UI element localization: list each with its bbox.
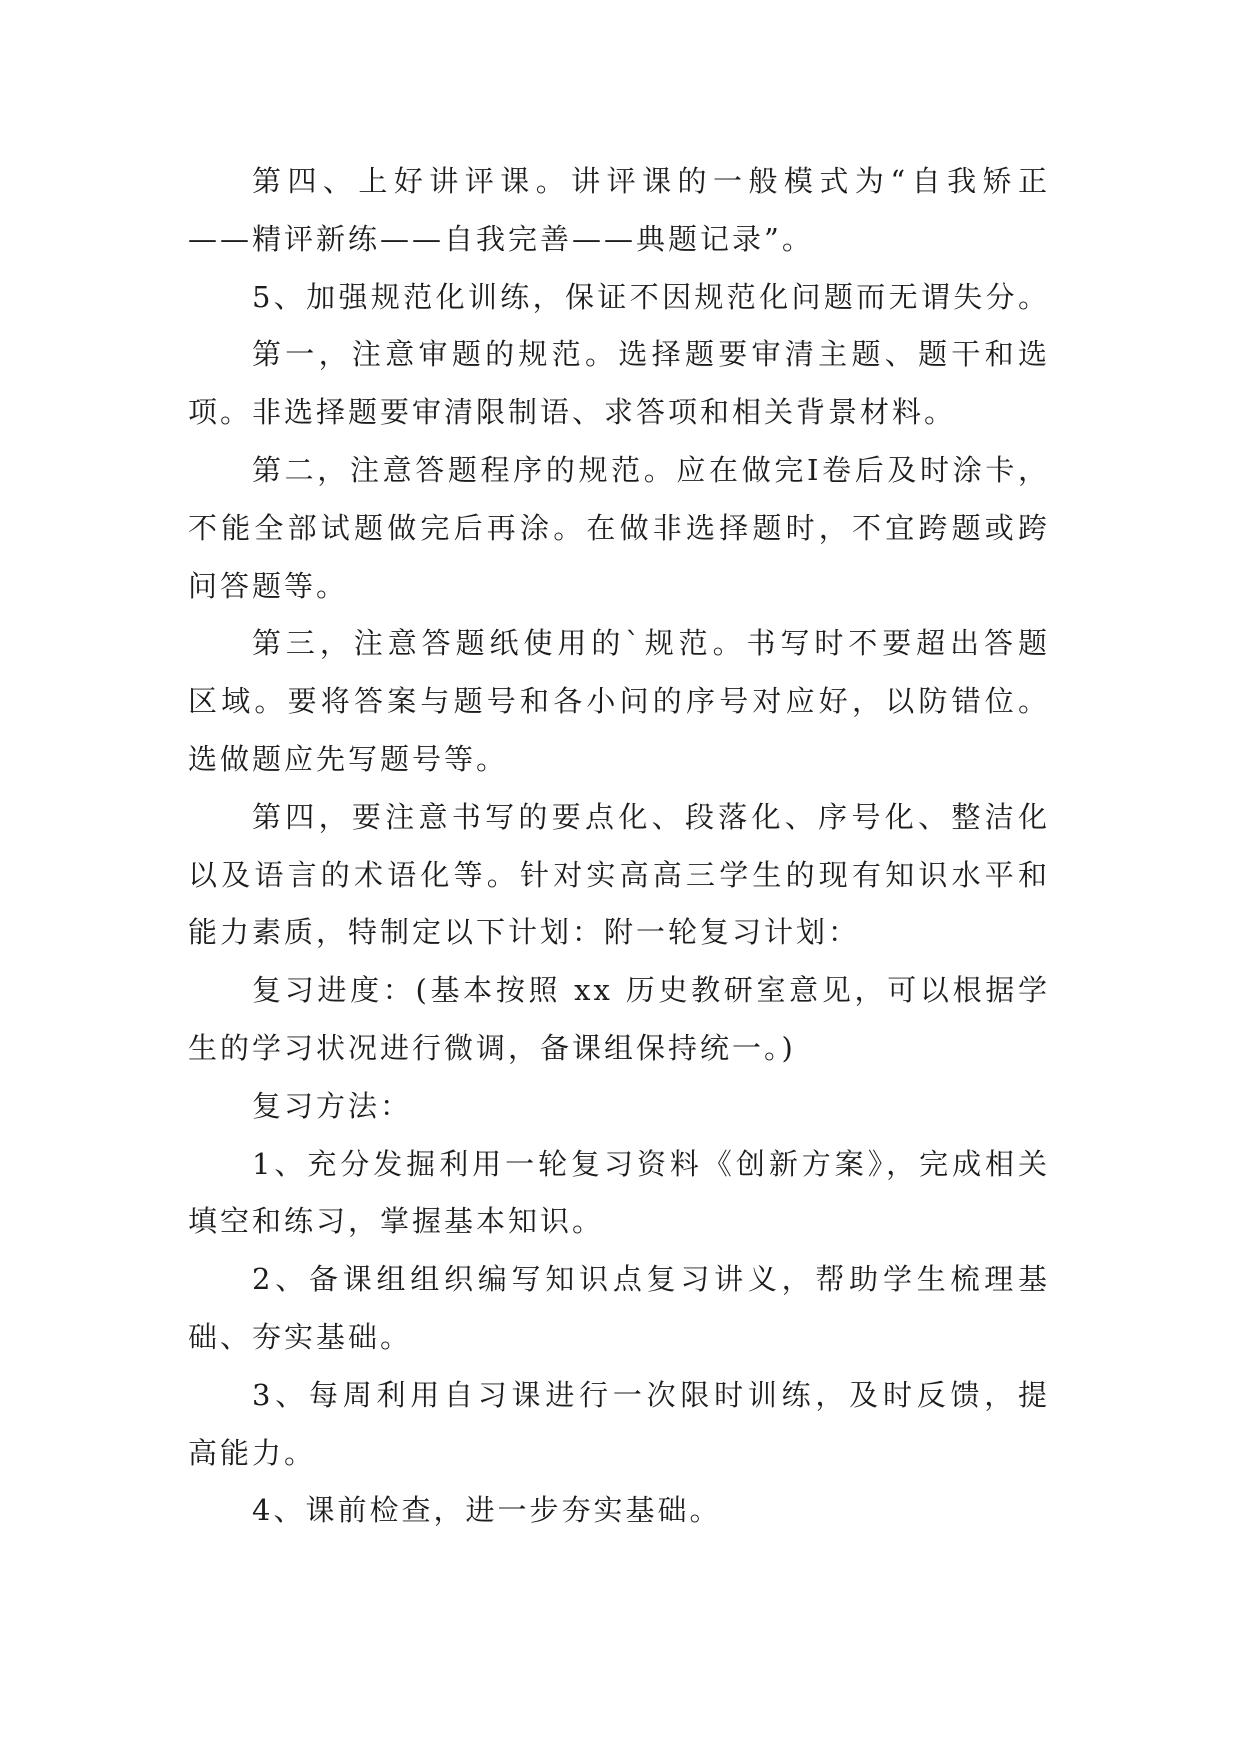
text-line: 4、课前检查，进一步夯实基础。: [252, 1493, 722, 1528]
text-line: 高能力。: [188, 1435, 317, 1470]
paragraph: [188, 269, 1050, 327]
text-line: 生的学习状况进行微调，备课组保持统一。): [188, 1030, 796, 1065]
text-line: 填空和练习，掌握基本知识。: [188, 1204, 605, 1239]
text-line: 问答题等。: [188, 568, 349, 603]
text-line: 复习方法：: [252, 1088, 413, 1123]
text-line: 1、充分发掘利用一轮复习资料《创新方案》，完成相关: [252, 1146, 1050, 1181]
paragraph: [188, 1367, 1050, 1483]
text-line: 不能全部试题做完后再涂。在做非选择题时，不宜跨题或跨: [188, 510, 1050, 545]
paragraph: [188, 1251, 1050, 1367]
paragraph: [188, 962, 1050, 1078]
paragraph: [188, 153, 1050, 269]
paragraph: [188, 326, 1050, 442]
text-line: 选做题应先写题号等。: [188, 741, 509, 776]
paragraph: [188, 442, 1050, 615]
text-line: 2、备课组组织编写知识点复习讲义，帮助学生梳理基: [252, 1262, 1050, 1297]
text-line: 第四、上好讲评课。讲评课的一般模式为“自我矫正: [252, 164, 1050, 198]
paragraph: [188, 1482, 1050, 1540]
text-line: 第三，注意答题纸使用的`规范。书写时不要超出答题: [252, 626, 1050, 661]
text-line: 3、每周利用自习课进行一次限时训练，及时反馈，提: [252, 1377, 1050, 1412]
text-line: 项。非选择题要审清限制语、求答项和相关背景材料。: [188, 395, 957, 430]
document-body: [188, 153, 1050, 1540]
text-line: ——精评新练——自我完善——典题记录”。: [188, 221, 814, 256]
paragraph: [188, 615, 1050, 788]
text-line: 第一，注意审题的规范。选择题要审清主题、题干和选: [252, 337, 1050, 372]
text-line: 第二，注意答题程序的规范。应在做完Ⅰ卷后及时涂卡，: [252, 452, 1050, 487]
text-line: 复习进度：(基本按照 xx 历史教研室意见，可以根据学: [252, 973, 1050, 1008]
text-line: 以及语言的术语化等。针对实高高三学生的现有知识水平和: [188, 857, 1050, 892]
text-line: 础、夯实基础。: [188, 1319, 413, 1354]
text-line: 能力素质，特制定以下计划：附一轮复习计划：: [188, 915, 861, 950]
text-line: 5、加强规范化训练，保证不因规范化问题而无谓失分。: [252, 279, 1050, 314]
text-line: 第四，要注意书写的要点化、段落化、序号化、整洁化: [252, 799, 1050, 834]
paragraph: [188, 1136, 1050, 1252]
paragraph: [188, 1078, 1050, 1136]
text-line: 区域。要将答案与题号和各小问的序号对应好，以防错位。: [188, 684, 1050, 719]
paragraph: [188, 789, 1050, 962]
